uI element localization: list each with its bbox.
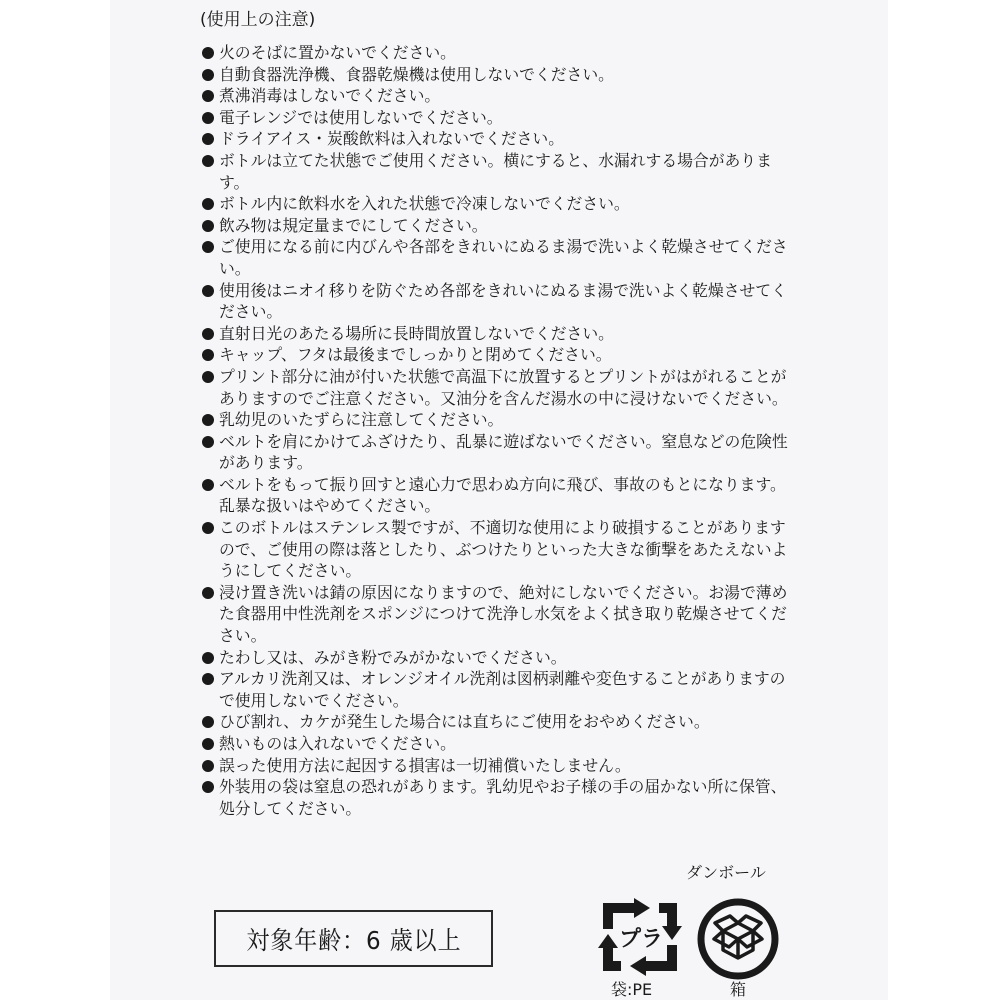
notice-item: [200, 64, 798, 86]
notice-heading: (使用上の注意): [200, 10, 316, 30]
bullet-icon: [202, 198, 214, 210]
bullet-icon: [202, 90, 214, 102]
bullet-icon: [202, 716, 214, 728]
notice-item: [200, 431, 798, 474]
notice-item: [200, 215, 798, 237]
notice-item: [200, 85, 798, 107]
notice-item: [200, 236, 798, 279]
notice-item-text: 浸け置き洗いは錆の原因になりますので、絶対にしないでください。お湯で薄めた食器用中性洗剤をスポンジにつけて洗浄し水気をよく拭き取り乾燥させてください。: [219, 582, 788, 646]
notice-item: [200, 366, 798, 409]
plastic-recycling-mark-icon: [594, 898, 686, 976]
notice-item: [200, 733, 798, 755]
notice-item-text: ご使用になる前に内びんや各部をきれいにぬるま湯で洗いよく乾燥させてください。: [219, 237, 788, 278]
notice-item: [200, 128, 798, 150]
notice-item-text: アルカリ洗剤又は、オレンジオイル洗剤は図柄剥離や変色することがありますので使用しないでください。: [219, 669, 786, 710]
notice-item: [200, 711, 798, 733]
notice-item-text: 直射日光のあたる場所に長時間放置しないでください。: [219, 323, 614, 343]
bullet-icon: [202, 522, 214, 534]
notice-item-text: 電子レンジでは使用しないでください。: [219, 107, 503, 127]
notice-item-text: ひび割れ、カケが発生した場合には直ちにご使用をおやめください。: [219, 712, 710, 732]
box-material-caption: 箱: [730, 980, 747, 999]
bullet-icon: [202, 673, 214, 685]
bullet-icon: [202, 241, 214, 253]
notice-item-text: 煮沸消毒はしないでください。: [219, 86, 441, 106]
plastic-material-caption: 袋:PE: [611, 980, 653, 999]
notice-list: [200, 42, 798, 819]
cardboard-label: ダンボール: [686, 863, 766, 882]
notice-item-text: 熱いものは入れないでください。: [219, 734, 456, 753]
bullet-icon: [202, 349, 214, 361]
notice-item-text: 飲み物は規定量までにしてください。: [219, 215, 488, 235]
bullet-icon: [202, 112, 214, 124]
bullet-icon: [202, 738, 214, 750]
bullet-icon: [202, 285, 214, 297]
notice-item-text: このボトルはステンレス製ですが、不適切な使用により破損することがありますので、ご使用の際は落としたり、ぶつけたりといった大きな衝撃をあたえないようにしてください。: [219, 518, 788, 581]
notice-item: [200, 517, 798, 582]
notice-item: [200, 647, 798, 669]
bullet-icon: [202, 69, 214, 81]
notice-item: [200, 582, 798, 647]
notice-item: [200, 280, 798, 323]
bullet-icon: [202, 414, 214, 426]
notice-item-text: 使用後はニオイ移りを防ぐため各部をきれいにぬるま湯で洗いよく乾燥させてください。: [219, 280, 787, 322]
bullet-icon: [202, 133, 214, 145]
age-label-box: [214, 910, 493, 967]
bullet-icon: [202, 652, 214, 664]
notice-item-text: ボトルは立てた状態でご使用ください。横にすると、水漏れする場合があります。: [219, 150, 772, 192]
plastic-mark-text: プラ: [618, 927, 664, 952]
notice-item-text: たわし又は、みがき粉でみがかないでください。: [219, 647, 567, 667]
notice-item-text: 火のそばに置かないでください。: [219, 43, 456, 62]
notice-item-text: 乳幼児のいたずらに注意してください。: [219, 410, 504, 430]
notice-item: [200, 323, 798, 345]
bullet-icon: [202, 436, 214, 448]
notice-item: [200, 344, 798, 366]
notice-item-text: ボトル内に飲料水を入れた状態で冷凍しないでください。: [219, 194, 630, 214]
notice-item-text: 外装用の袋は窒息の恐れがあります。乳幼児やお子様の手の届かない所に保管、処分してください。: [219, 777, 787, 818]
bullet-icon: [202, 47, 214, 59]
notice-item-text: ベルトを肩にかけてふざけたり、乱暴に遊ばないでください。窒息などの危険性があります。: [219, 431, 788, 473]
age-label: 対象年齢：6 歳以上: [245, 925, 462, 955]
notice-item: [200, 755, 798, 777]
notice-item: [200, 409, 798, 431]
notice-item: [200, 107, 798, 129]
notice-item-text: キャップ、フタは最後までしっかりと閉めてください。: [219, 345, 612, 365]
notice-item: [200, 776, 798, 819]
bullet-icon: [202, 587, 214, 599]
notice-item: [200, 668, 798, 711]
notice-item: [200, 42, 798, 64]
bullet-icon: [202, 479, 214, 491]
bullet-icon: [202, 155, 214, 167]
notice-item-text: 誤った使用方法に起因する損害は一切補償いたしません。: [219, 755, 631, 775]
bullet-icon: [202, 328, 214, 340]
bullet-icon: [202, 220, 214, 232]
bullet-icon: [202, 781, 214, 793]
notice-item-text: 自動食器洗浄機、食器乾燥機は使用しないでください。: [219, 64, 614, 84]
bullet-icon: [202, 760, 214, 772]
notice-item-text: プリント部分に油が付いた状態で高温下に放置するとプリントがはがれることがありますのでご注意ください。又油分を含んだ湯水の中に浸けないでください。: [219, 366, 788, 408]
bullet-icon: [202, 371, 214, 383]
notice-item: [200, 193, 798, 215]
notice-item: [200, 474, 798, 517]
cardboard-recycling-mark-icon: [697, 898, 779, 980]
notice-item-text: ドライアイス・炭酸飲料は入れないでください。: [219, 129, 565, 149]
notice-item: [200, 150, 798, 193]
notice-item-text: ベルトをもって振り回すと遠心力で思わぬ方向に飛び、事故のもとになります。乱暴な扱いはやめてください。: [219, 474, 786, 516]
